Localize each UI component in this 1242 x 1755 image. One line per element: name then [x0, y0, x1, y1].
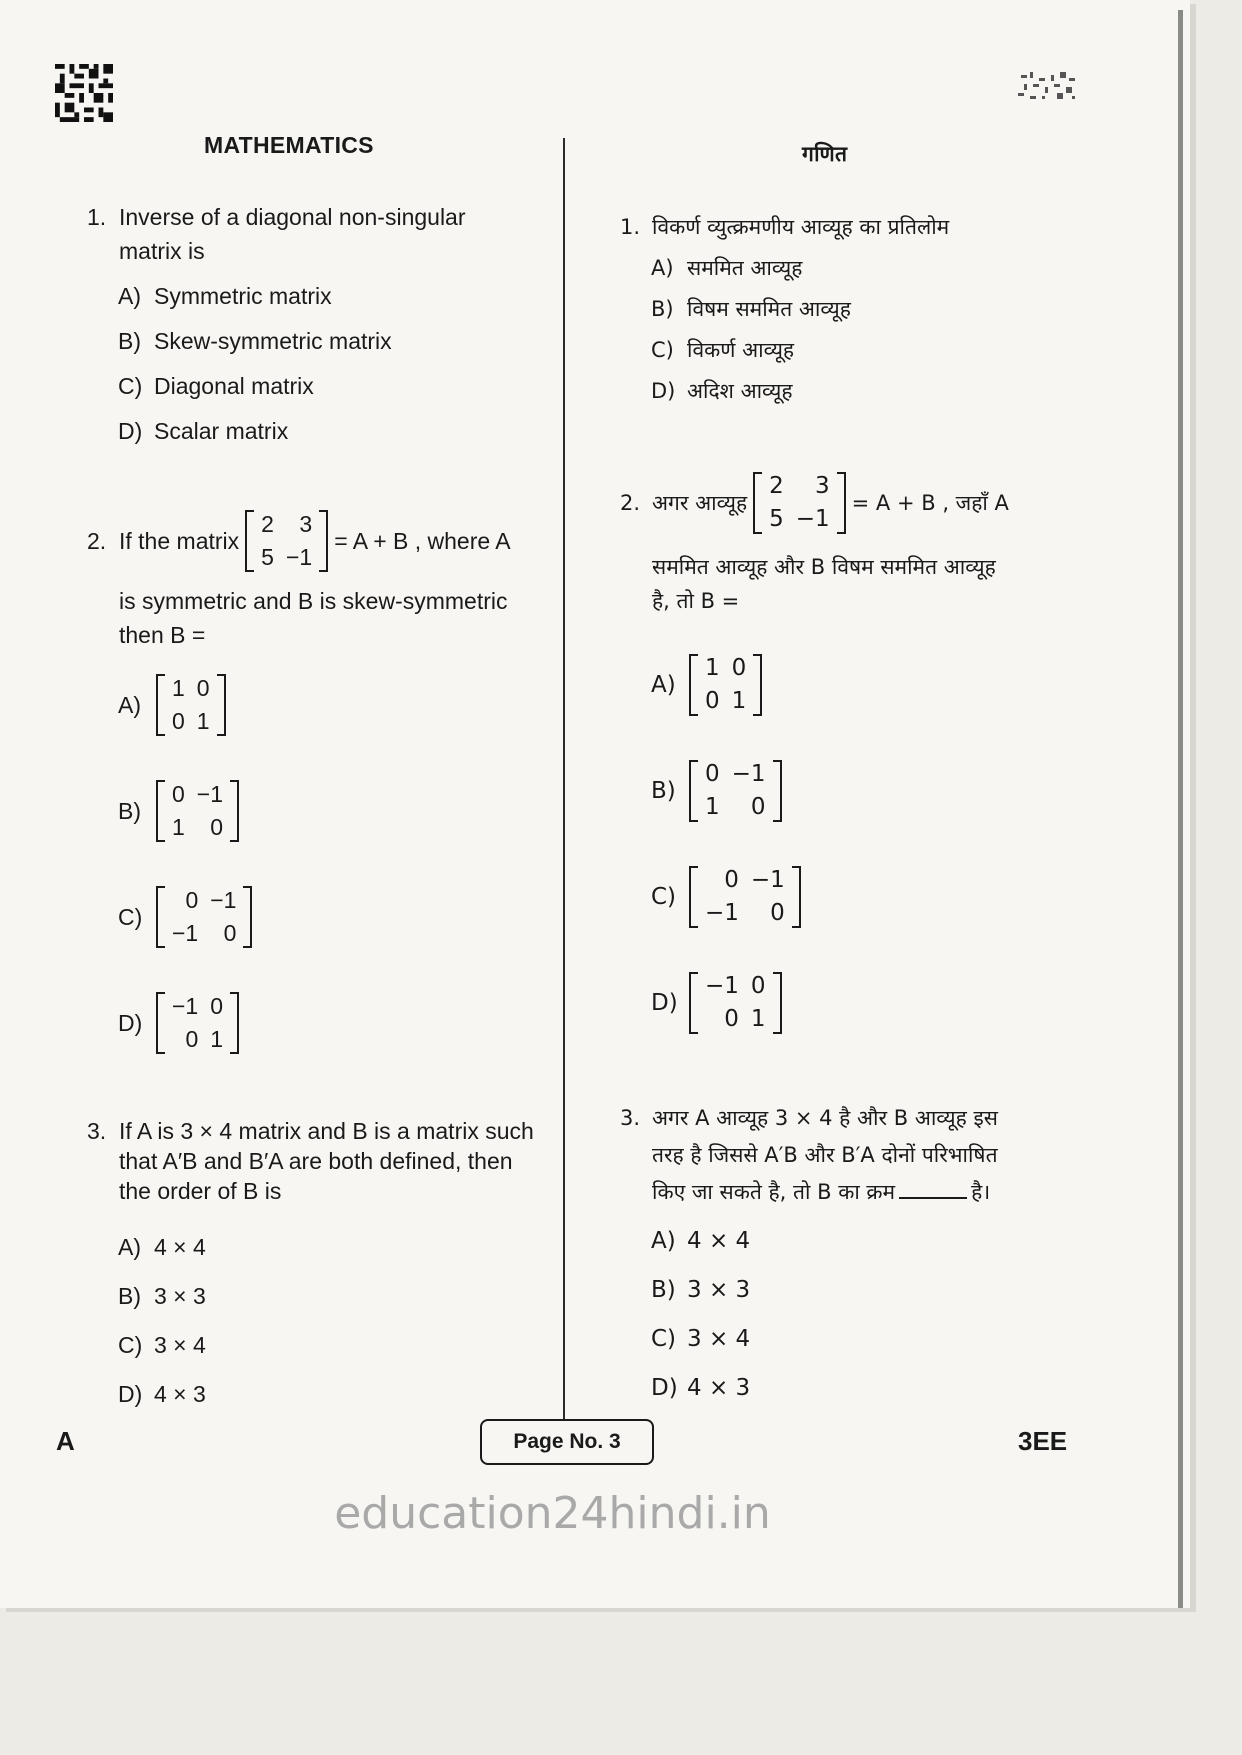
en-q2-option-d[interactable]: D) −1 0 0 1	[118, 990, 239, 1056]
en-q1-option-a[interactable]: A) Symmetric matrix	[118, 283, 332, 309]
question-number: 1.	[620, 215, 641, 239]
question-prefix: If the matrix	[119, 527, 240, 554]
qr-code-small-icon	[1018, 70, 1078, 104]
en-q3-option-d[interactable]: D) 4 × 3	[118, 1381, 206, 1407]
page-edge	[1178, 10, 1183, 1608]
en-q2-option-c[interactable]: C) 0 −1 −1 0	[118, 884, 252, 950]
paper-code: 3EE	[1018, 1426, 1068, 1456]
question-text: सममित आव्यूह और B विषम सममित आव्यूह है, तो B =	[652, 555, 996, 613]
en-q1-option-c[interactable]: C) Diagonal matrix	[118, 373, 314, 399]
question-text: If A is 3 × 4 matrix and B is a matrix such that A′B and B′A are both defined, then the order of B is	[119, 1118, 534, 1204]
hi-q2-option-c[interactable]: C) 0 −1 −1 0	[651, 864, 801, 930]
hindi-title: गणित	[802, 142, 848, 166]
hi-q3-option-b[interactable]: B) 3 × 3	[651, 1277, 751, 1303]
en-question-2	[87, 508, 511, 574]
hi-q1-option-a[interactable]: A) सममित आव्यूह	[651, 256, 803, 280]
qr-code-icon	[55, 64, 113, 122]
en-q2-option-a[interactable]: A) 1 0 0 1	[118, 672, 226, 738]
en-question-3	[87, 1116, 557, 1218]
hi-q3-option-c[interactable]: C) 3 × 4	[651, 1326, 751, 1352]
hi-question-3	[620, 1100, 1160, 1210]
question-text: is symmetric and B is skew-symmetric then B =	[119, 588, 508, 648]
english-title: MATHEMATICS	[204, 132, 374, 158]
answer-blank	[899, 1179, 967, 1199]
en-q3-option-b[interactable]: B) 3 × 3	[118, 1283, 206, 1309]
en-question-1	[87, 200, 547, 270]
hi-q1-option-c[interactable]: C) विकर्ण आव्यूह	[651, 338, 795, 362]
question-number: 3.	[620, 1106, 641, 1130]
hi-q1-option-b[interactable]: B) विषम सममित आव्यूह	[651, 297, 851, 321]
hi-q1-option-d[interactable]: D) अदिश आव्यूह	[651, 379, 793, 403]
watermark-text: education24hindi.in	[334, 1488, 771, 1539]
hi-question-1	[620, 210, 1140, 244]
en-question-2-continued	[87, 584, 547, 650]
question-text: Inverse of a diagonal non-singular matrix is	[119, 204, 466, 264]
question-text: अगर A आव्यूह 3 × 4 है और B आव्यूह इस तरह है जिससे A′B और B′A दोनों परिभाषित किए जा सकते है, तो B का क्रम है।	[652, 1106, 998, 1204]
page-number: Page No. 3	[480, 1419, 654, 1465]
en-q3-option-c[interactable]: C) 3 × 4	[118, 1332, 206, 1358]
hi-question-2	[620, 470, 1009, 536]
question-suffix: = A + B , जहाँ A	[851, 491, 1009, 515]
en-q1-option-d[interactable]: D) Scalar matrix	[118, 418, 289, 444]
hi-question-2-continued	[620, 550, 1160, 620]
hi-q3-option-d[interactable]: D) 4 × 3	[651, 1375, 751, 1401]
hi-q3-option-a[interactable]: A) 4 × 4	[651, 1228, 751, 1254]
question-number: 2.	[620, 491, 641, 515]
question-prefix: अगर आव्यूह	[652, 491, 748, 515]
question-number: 1.	[87, 204, 107, 230]
question-matrix: 2 3 5 −1	[753, 470, 846, 536]
set-letter: A	[56, 1426, 75, 1456]
question-number: 3.	[87, 1118, 107, 1144]
question-suffix: = A + B , where A	[334, 527, 511, 554]
question-text: विकर्ण व्युत्क्रमणीय आव्यूह का प्रतिलोम	[652, 215, 950, 239]
hi-q2-option-b[interactable]: B) 0 −1 1 0	[651, 758, 782, 824]
hi-q2-option-d[interactable]: D) −1 0 0 1	[651, 970, 782, 1036]
en-q1-option-b[interactable]: B) Skew-symmetric matrix	[118, 328, 392, 354]
question-matrix: 2 3 5 −1	[245, 508, 328, 574]
column-divider	[563, 138, 565, 1420]
question-number: 2.	[87, 527, 107, 554]
en-q2-option-b[interactable]: B) 0 −1 1 0	[118, 778, 239, 844]
en-q3-option-a[interactable]: A) 4 × 4	[118, 1234, 206, 1260]
hi-q2-option-a[interactable]: A) 1 0 0 1	[651, 652, 762, 718]
